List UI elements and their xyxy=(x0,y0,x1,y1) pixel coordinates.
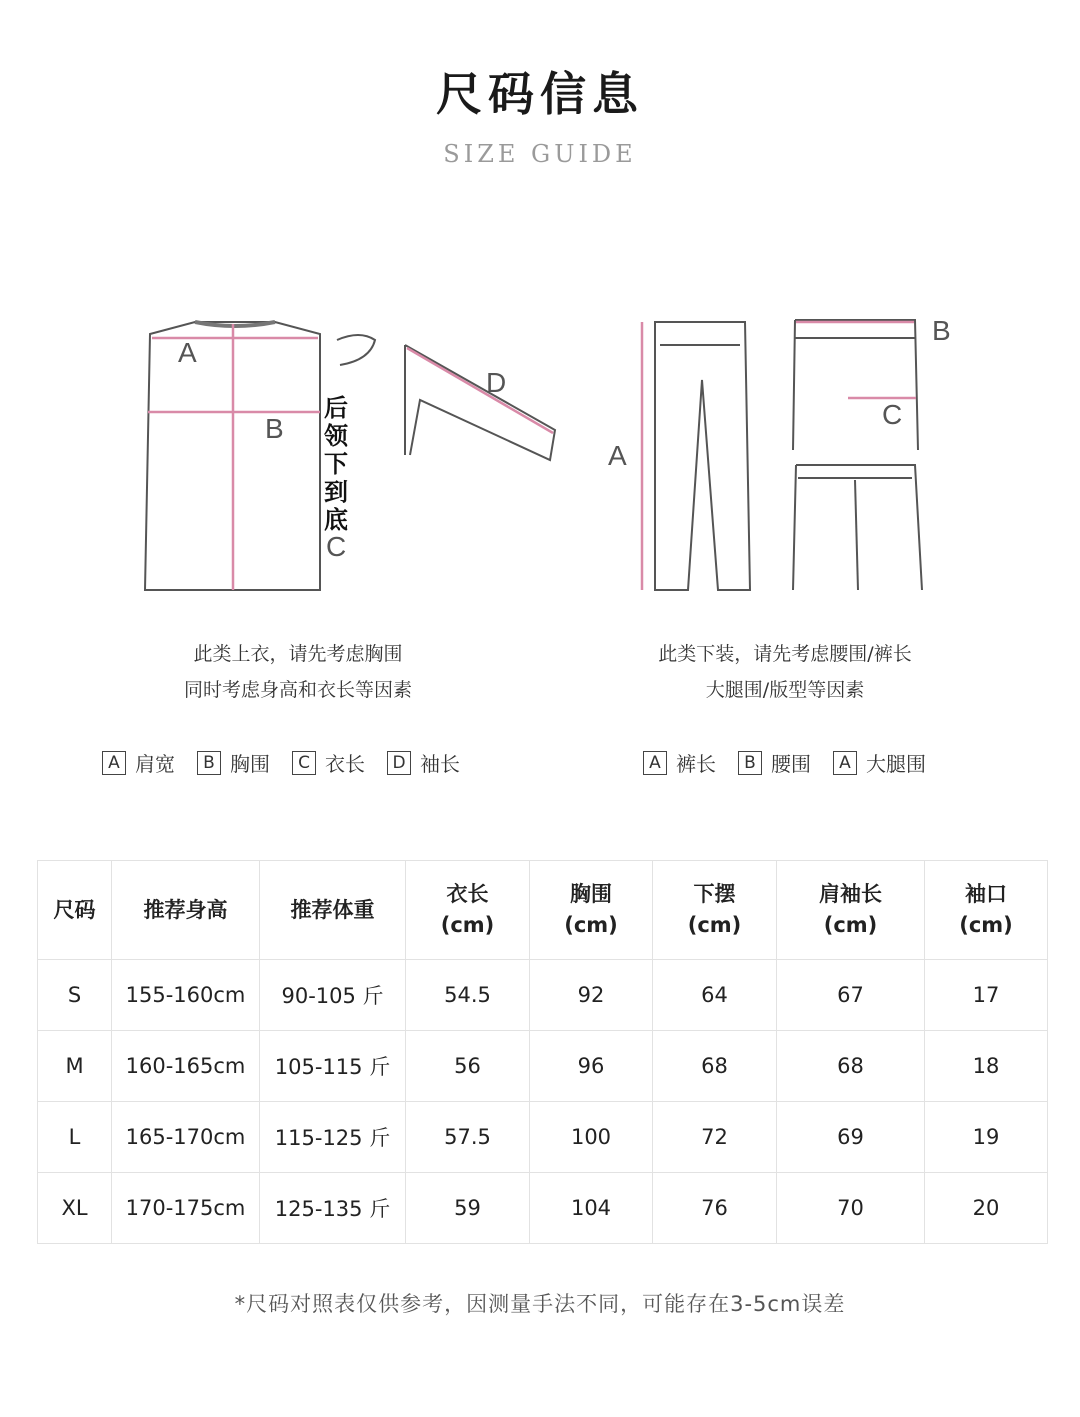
legend-label: 腰围 xyxy=(771,752,811,776)
legend-item xyxy=(833,748,926,777)
table-cell: 18 xyxy=(925,1031,1048,1102)
vertical-note-char: 领 xyxy=(324,423,348,450)
page-title: 尺码信息 xyxy=(436,67,644,121)
table-header-row xyxy=(38,861,1048,960)
table-row xyxy=(38,1102,1048,1173)
header-cuff: 袖口 (cm) xyxy=(925,861,1048,960)
legend-key: A xyxy=(643,751,667,775)
header-length: 衣长 (cm) xyxy=(406,861,530,960)
table-cell: 105-115 斤 xyxy=(260,1031,406,1102)
legend-label: 大腿围 xyxy=(866,752,926,776)
table-cell: 96 xyxy=(530,1031,653,1102)
table-cell: 100 xyxy=(530,1102,653,1173)
legend-label: 肩宽 xyxy=(135,752,175,776)
header-size: 尺码 xyxy=(38,861,112,960)
table-row xyxy=(38,1031,1048,1102)
table-cell: L xyxy=(38,1102,112,1173)
table-cell: 68 xyxy=(777,1031,925,1102)
header-hem: 下摆 (cm) xyxy=(653,861,777,960)
disclaimer-note: *尺码对照表仅供参考，因测量手法不同，可能存在3-5cm误差 xyxy=(234,1292,846,1316)
table-cell: 155-160cm xyxy=(112,960,260,1031)
legend-key: B xyxy=(197,751,221,775)
legend-label: 衣长 xyxy=(325,752,365,776)
table-cell: XL xyxy=(38,1173,112,1244)
header-weight: 推荐体重 xyxy=(260,861,406,960)
table-cell: 160-165cm xyxy=(112,1031,260,1102)
top-note-line2: 同时考虑身高和衣长等因素 xyxy=(183,679,412,701)
label-c-thigh: C xyxy=(882,399,903,430)
header-height: 推荐身高 xyxy=(112,861,260,960)
bottom-measure-legend xyxy=(643,748,948,777)
top-garment-note xyxy=(98,636,498,708)
top-note-line1: 此类上衣，请先考虑胸围 xyxy=(193,643,403,665)
vertical-note-char: 到 xyxy=(324,479,348,506)
bottom-note-line2: 大腿围/版型等因素 xyxy=(705,679,865,701)
table-row xyxy=(38,960,1048,1031)
table-cell: 59 xyxy=(406,1173,530,1244)
table-cell: 56 xyxy=(406,1031,530,1102)
table-cell: 90-105 斤 xyxy=(260,960,406,1031)
legend-key: B xyxy=(738,751,762,775)
table-cell: 54.5 xyxy=(406,960,530,1031)
table-cell: 170-175cm xyxy=(112,1173,260,1244)
legend-item xyxy=(197,748,270,777)
vertical-note-char: 后 xyxy=(324,395,348,422)
page-subtitle: SIZE GUIDE xyxy=(443,140,637,168)
size-table xyxy=(37,860,1048,1244)
table-cell: 17 xyxy=(925,960,1048,1031)
label-a-shoulder: A xyxy=(178,337,197,368)
label-b-chest: B xyxy=(265,413,284,444)
legend-item xyxy=(643,748,716,777)
vertical-note-char: 下 xyxy=(324,451,348,478)
table-cell: 165-170cm xyxy=(112,1102,260,1173)
legend-key: A xyxy=(102,751,126,775)
bottom-garment-illustration xyxy=(600,310,970,600)
top-garment-illustration xyxy=(130,310,570,600)
table-cell: 69 xyxy=(777,1102,925,1173)
table-cell: 57.5 xyxy=(406,1102,530,1173)
bottom-garment-note xyxy=(575,636,995,708)
label-b-waist: B xyxy=(932,315,951,346)
legend-item xyxy=(387,748,460,777)
legend-item xyxy=(292,748,365,777)
table-row xyxy=(38,1173,1048,1244)
legend-key: C xyxy=(292,751,316,775)
header-chest: 胸围 (cm) xyxy=(530,861,653,960)
table-cell: 68 xyxy=(653,1031,777,1102)
header-shoulder-sleeve: 肩袖长 (cm) xyxy=(777,861,925,960)
label-a-pants-length: A xyxy=(608,440,627,471)
table-cell: 115-125 斤 xyxy=(260,1102,406,1173)
table-cell: 125-135 斤 xyxy=(260,1173,406,1244)
table-cell: S xyxy=(38,960,112,1031)
legend-item xyxy=(738,748,811,777)
top-measure-legend xyxy=(102,748,482,777)
bottom-note-line1: 此类下装，请先考虑腰围/裤长 xyxy=(658,643,912,665)
table-cell: 72 xyxy=(653,1102,777,1173)
table-cell: 64 xyxy=(653,960,777,1031)
legend-label: 裤长 xyxy=(676,752,716,776)
label-d-sleeve: D xyxy=(486,367,507,398)
table-cell: 92 xyxy=(530,960,653,1031)
legend-label: 胸围 xyxy=(230,752,270,776)
table-cell: 76 xyxy=(653,1173,777,1244)
legend-label: 袖长 xyxy=(420,752,460,776)
table-cell: 104 xyxy=(530,1173,653,1244)
label-c-length: C xyxy=(326,531,347,562)
vertical-note-char: 底 xyxy=(324,507,348,534)
legend-key: A xyxy=(833,751,857,775)
legend-item xyxy=(102,748,175,777)
table-cell: 20 xyxy=(925,1173,1048,1244)
table-cell: 67 xyxy=(777,960,925,1031)
table-cell: M xyxy=(38,1031,112,1102)
table-cell: 19 xyxy=(925,1102,1048,1173)
legend-key: D xyxy=(387,751,411,775)
table-cell: 70 xyxy=(777,1173,925,1244)
